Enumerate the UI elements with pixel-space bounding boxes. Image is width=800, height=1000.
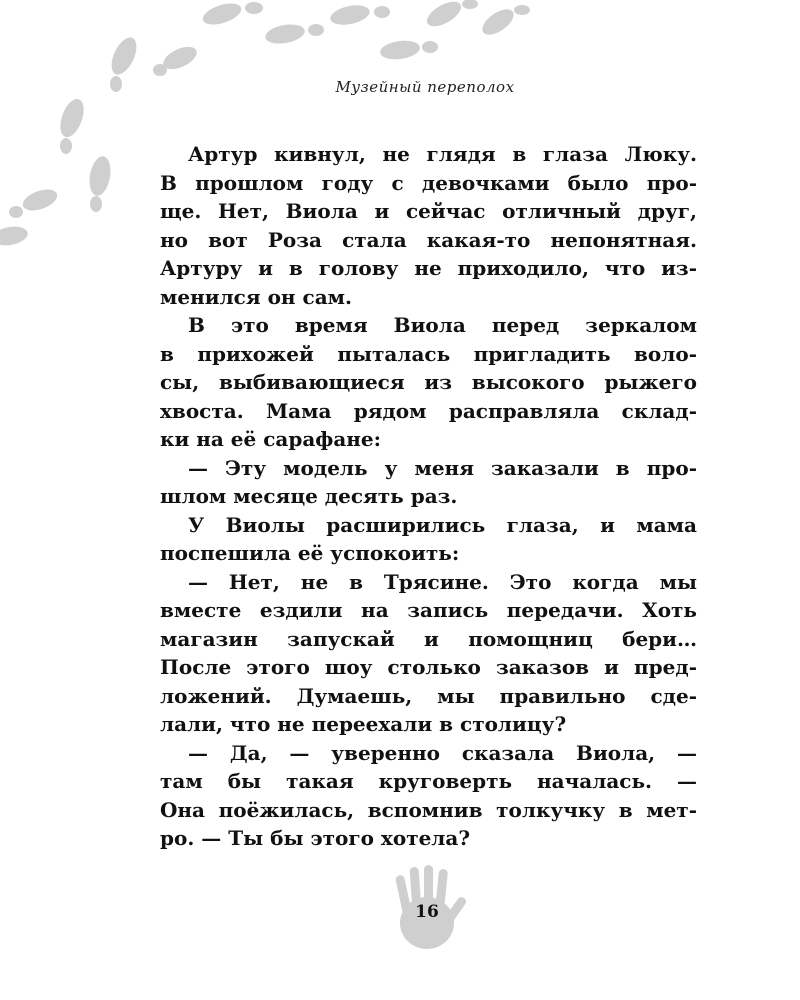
text-line: сы, выбивающиеся из высокого рыжего: [160, 370, 697, 394]
text-line: У Виолы расширились глаза, и мама: [188, 512, 697, 537]
text-line: Артур кивнул, не глядя в глаза Люку.: [188, 142, 697, 166]
body-text: [160, 140, 697, 853]
text-line: — Нет, не в Трясине. Это когда мы: [188, 569, 697, 594]
text-line: После этого шоу столько заказов и пред-: [160, 655, 697, 679]
text-line: шлом месяце десять раз.: [160, 484, 458, 508]
text-line: хвоста. Мама рядом расправляла склад-: [160, 398, 697, 423]
page-number: 16: [415, 902, 439, 922]
text-line: Артуру и в голову не приходило, что из-: [160, 256, 697, 280]
text-line: Она поёжилась, вспомнив толкучку в мет-: [160, 797, 697, 822]
text-line: лали, что не переехали в столицу?: [160, 712, 567, 736]
text-line: в прихожей пыталась пригладить воло-: [160, 341, 697, 366]
text-line: но вот Роза стала какая-то непонятная.: [160, 227, 697, 252]
text-line: В это время Виола перед зеркалом: [188, 313, 697, 337]
running-head: Музейный переполох: [335, 78, 515, 96]
text-line: В прошлом году с девочками было про-: [160, 170, 697, 195]
text-line: вместе ездили на запись передачи. Хоть: [160, 598, 697, 622]
text-line: — Да, — уверенно сказала Виола, —: [188, 740, 697, 765]
text-line: менился он сам.: [160, 284, 353, 309]
text-line: ложений. Думаешь, мы правильно сде-: [160, 683, 697, 708]
text-line: ки на её сарафане:: [160, 427, 382, 451]
text-line: поспешила её успокоить:: [160, 541, 460, 565]
text-line: ро. — Ты бы этого хотела?: [160, 826, 471, 850]
text-line: магазин запускай и помощниц бери…: [160, 626, 697, 651]
text-line: ще. Нет, Виола и сейчас отличный друг,: [160, 199, 697, 223]
text-line: — Эту модель у меня заказали в про-: [188, 455, 697, 480]
text-line: там бы такая круговерть началась. —: [160, 769, 697, 793]
